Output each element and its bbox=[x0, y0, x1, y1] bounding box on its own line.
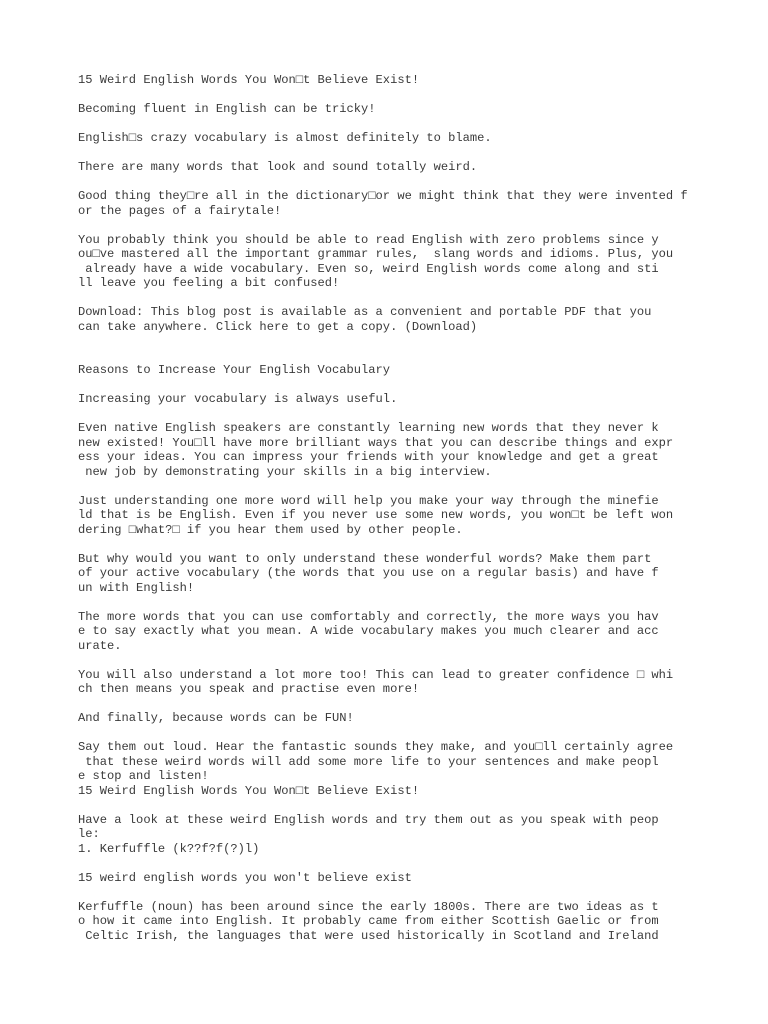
intro-paragraph: You probably think you should be able to read English with zero problems since y ou□ve mastered all the important grammar rules, slang words and idioms. Plus, you already have a wide vocabulary. Even so, weird English words come along and sti ll leave you feeling a bit confused! bbox=[78, 232, 674, 290]
body-paragraph: Increasing your vocabulary is always useful. bbox=[78, 392, 398, 406]
intro-paragraph: Becoming fluent in English can be tricky! bbox=[78, 102, 376, 116]
spacer bbox=[78, 349, 738, 364]
body-paragraph: Have a look at these weird English words and try them out as you speak with peop le: bbox=[78, 812, 659, 841]
list-item: 1. Kerfuffle (k??f?f(?)l) bbox=[78, 841, 260, 856]
body-paragraph: Kerfuffle (noun) has been around since the early 1800s. There are two ideas as t o how it came into English. It probably came from either Scottish Gaelic or from Celtic Irish, the languages that were used historically in Scotland and Ireland bbox=[78, 899, 659, 943]
document-page bbox=[78, 73, 738, 958]
body-paragraph: Even native English speakers are constantly learning new words that they never k new existed! You□ll have more brilliant ways that you can describe things and expr ess your ideas. You can impress your friends with your knowledge and get a great new job by demonstrating your skills in a big interview. bbox=[78, 421, 674, 479]
body-paragraph: Say them out loud. Hear the fantastic sounds they make, and you□ll certainly agree that these weird words will add some more life to your sentences and make peopl e stop and listen! bbox=[78, 740, 674, 783]
intro-paragraph: English□s crazy vocabulary is almost definitely to blame. bbox=[78, 131, 492, 145]
section-heading: Reasons to Increase Your English Vocabulary bbox=[78, 363, 391, 377]
intro-paragraph: There are many words that look and sound totally weird. bbox=[78, 160, 478, 174]
image-caption: 15 weird english words you won't believe exist bbox=[78, 870, 412, 885]
body-paragraph: You will also understand a lot more too! This can lead to greater confidence □ whi ch then means you speak and practise even more! bbox=[78, 667, 674, 696]
body-paragraph: Just understanding one more word will help you make your way through the minefie ld that is be English. Even if you never use some new words, you won□t be left won dering □what?□ if you hear them used by other people. bbox=[78, 493, 674, 537]
body-paragraph: And finally, because words can be FUN! bbox=[78, 711, 354, 725]
repeated-title: 15 Weird English Words You Won□t Believe Exist! bbox=[78, 783, 420, 798]
document-title: 15 Weird English Words You Won□t Believe Exist! bbox=[78, 73, 420, 87]
body-paragraph: The more words that you can use comfortably and correctly, the more ways you hav e to say exactly what you mean. A wide vocabulary makes you much clearer and acc urate. bbox=[78, 609, 659, 653]
body-paragraph: But why would you want to only understand these wonderful words? Make them part of your active vocabulary (the words that you use on a regular basis) and have f un with English! bbox=[78, 551, 659, 595]
intro-paragraph: Good thing they□re all in the dictionary□or we might think that they were invented f or the pages of a fairytale! bbox=[78, 189, 688, 218]
download-paragraph: Download: This blog post is available as a convenient and portable PDF that you can take anywhere. Click here to get a copy. (Download) bbox=[78, 305, 652, 334]
